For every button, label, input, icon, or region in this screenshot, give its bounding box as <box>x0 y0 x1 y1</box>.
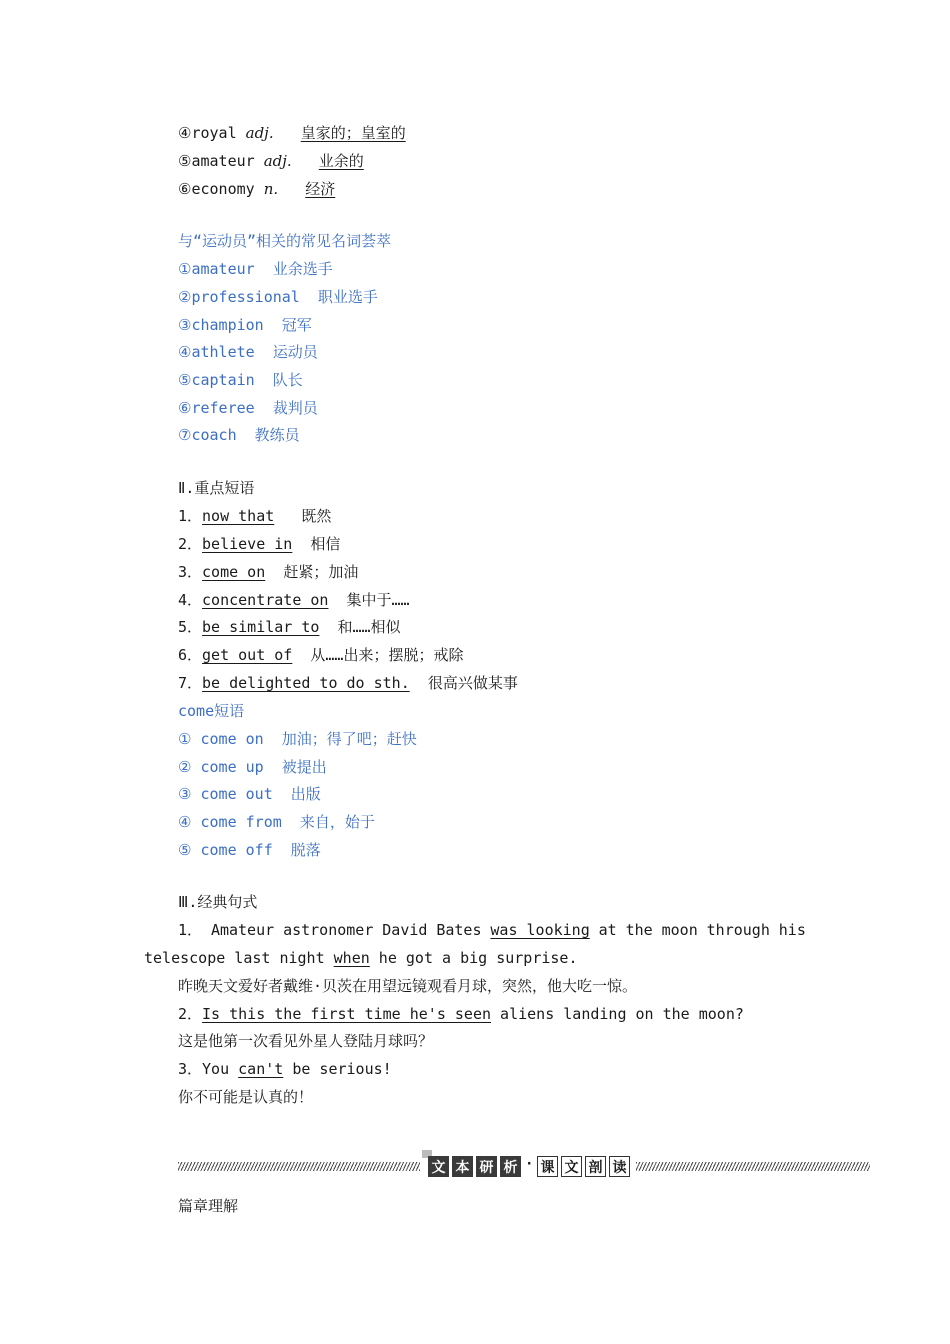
banner-char: 研 <box>476 1156 497 1177</box>
section-banner <box>178 1150 870 1178</box>
come-phrases-title: come短语 <box>178 702 245 720</box>
sentence-2-translation: 这是他第一次看见外星人登陆月球吗？ <box>178 1032 434 1050</box>
hatch-divider <box>178 1162 420 1171</box>
banner-dot: · <box>525 1156 534 1172</box>
banner-char: 本 <box>452 1156 473 1177</box>
phrase-item: 5．be similar to 和……相似 <box>178 618 401 636</box>
athlete-words-title: 与“运动员”相关的常见名词荟萃 <box>178 232 392 250</box>
list-item: ② come up 被提出 <box>178 758 327 776</box>
sentence-2: 2．Is this the first time he's seen aliens landing on the moon? <box>178 1005 744 1023</box>
banner-char: 课 <box>537 1156 558 1177</box>
list-item: ①amateur 业余选手 <box>178 260 333 278</box>
list-item: ③ come out 出版 <box>178 785 321 803</box>
vocab-item: ④royal adj. 皇家的；皇室的 <box>178 124 406 142</box>
list-item: ⑦coach 教练员 <box>178 426 300 444</box>
phrases-title: Ⅱ.重点短语 <box>178 479 255 497</box>
phrase-item: 1．now that 既然 <box>178 507 332 525</box>
list-item: ②professional 职业选手 <box>178 288 378 306</box>
list-item: ③champion 冠军 <box>178 316 312 334</box>
list-item: ⑤ come off 脱落 <box>178 841 321 859</box>
banner-char: 文 <box>428 1156 449 1177</box>
vocab-item: ⑤amateur adj. 业余的 <box>178 152 364 170</box>
list-item: ① come on 加油；得了吧；赶快 <box>178 730 417 748</box>
phrase-item: 2．believe in 相信 <box>178 535 341 553</box>
list-item: ⑤captain 队长 <box>178 371 303 389</box>
section-title: 篇章理解 <box>178 1197 239 1215</box>
banner-char: 文 <box>561 1156 582 1177</box>
sentence-3: 3．You can't be serious! <box>178 1060 392 1078</box>
banner-char: 读 <box>609 1156 630 1177</box>
sentence-1-line-2: telescope last night when he got a big surprise. <box>144 949 578 967</box>
sentence-1-translation: 昨晚天文爱好者戴维·贝茨在用望远镜观看月球，突然，他大吃一惊。 <box>178 977 638 995</box>
phrase-item: 4．concentrate on 集中于…… <box>178 591 410 609</box>
hatch-divider <box>636 1162 870 1171</box>
sentence-1-line-1: 1． Amateur astronomer David Bates was looking at the moon through his <box>178 921 806 939</box>
phrase-item: 7．be delighted to do sth. 很高兴做某事 <box>178 674 518 692</box>
sentence-3-translation: 你不可能是认真的！ <box>178 1088 314 1106</box>
phrase-item: 6．get out of 从……出来；摆脱；戒除 <box>178 646 464 664</box>
list-item: ④athlete 运动员 <box>178 343 318 361</box>
banner-char: 析 <box>500 1156 521 1177</box>
sentences-title: Ⅲ.经典句式 <box>178 893 258 911</box>
banner-char: 剖 <box>585 1156 606 1177</box>
list-item: ④ come from 来自，始于 <box>178 813 375 831</box>
phrase-item: 3．come on 赶紧；加油 <box>178 563 359 581</box>
vocab-item: ⑥economy n. 经济 <box>178 180 336 198</box>
list-item: ⑥referee 裁判员 <box>178 399 318 417</box>
